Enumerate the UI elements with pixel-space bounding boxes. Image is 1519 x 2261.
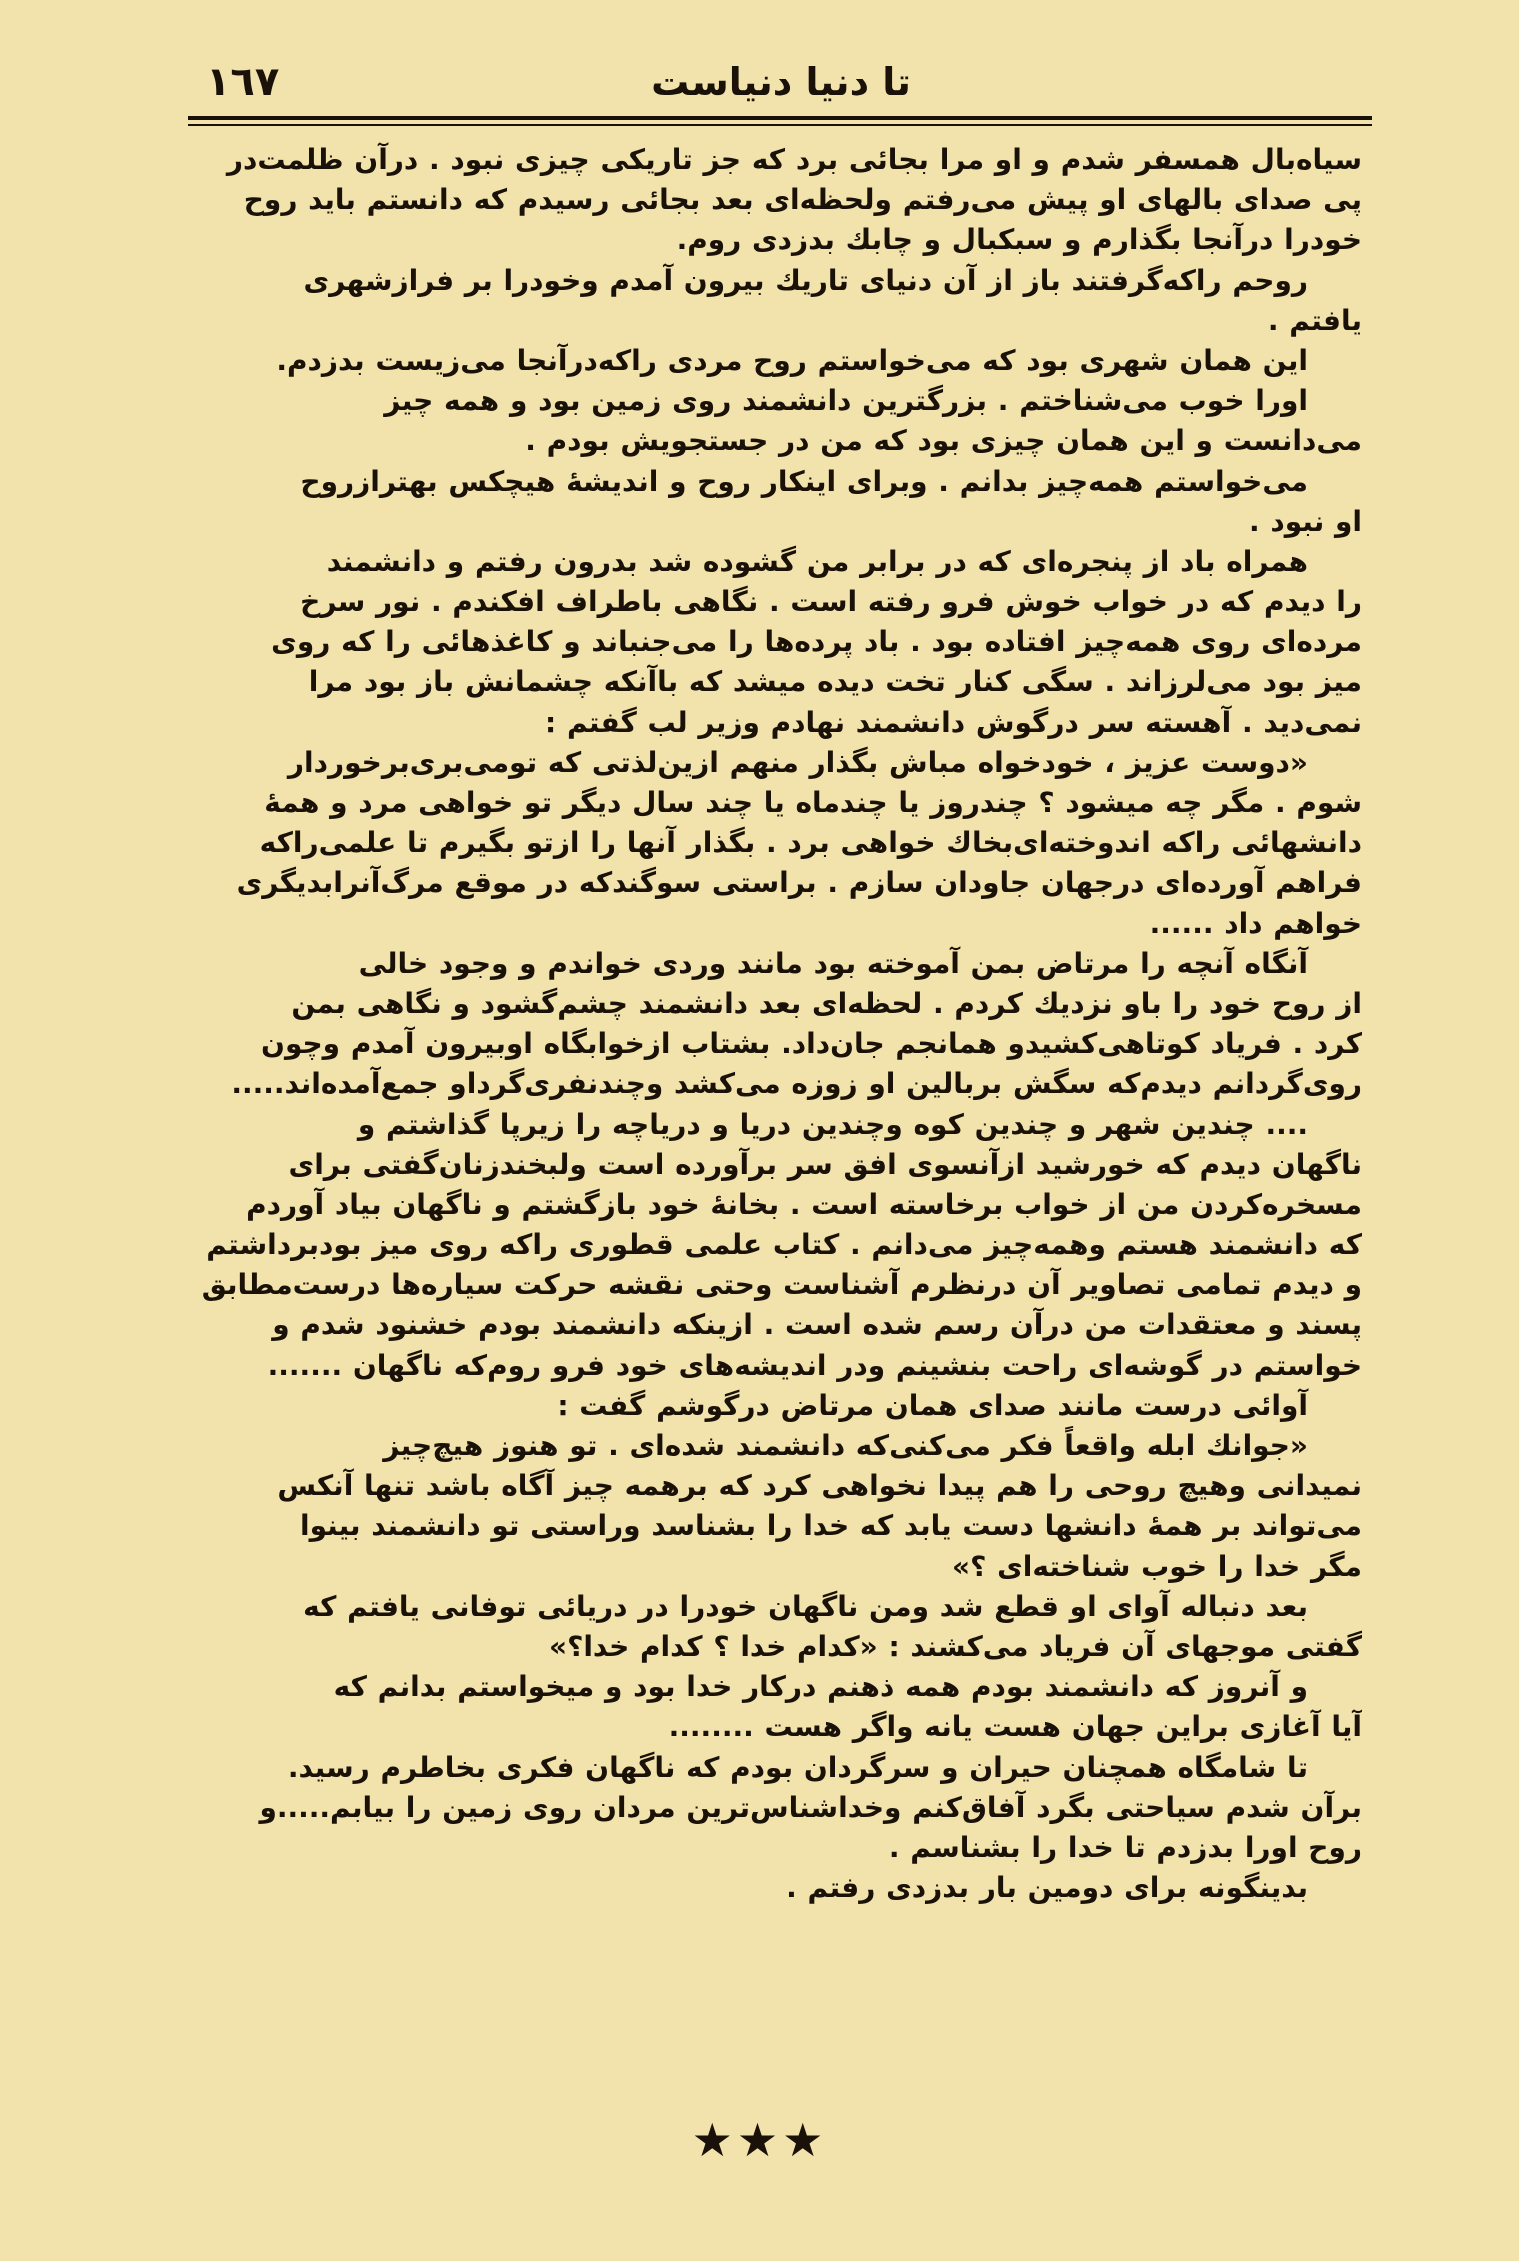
text-line: پی صدای بالهای او پیش می‌رفتم ولحظه‌ای بعد بجائی رسیدم که دانستم باید روح (243, 183, 1362, 217)
text-line: نمی‌دید . آهسته سر درگوش دانشمند نهادم وزیر لب گفتم : (545, 705, 1362, 739)
section-ornament: ★★★ (691, 2113, 828, 2167)
text-line: .... چندین شهر و چندین کوه وچندین دریا و دریاچه را زیرپا گذاشتم و (357, 1107, 1308, 1141)
page-number: ١٦٧ (206, 59, 280, 105)
text-line: خواهم داد ...... (1149, 906, 1362, 940)
text-line: ناگهان دیدم که خورشید ازآنسوی افق سر برآورده است ولبخندزنان‌گفتی برای (288, 1147, 1362, 1181)
text-line: آیا آغازی براین جهان هست یانه واگر هست ........ (668, 1710, 1362, 1744)
text-line: را دیدم که در خواب خوش فرو رفته است . نگاهی باطراف افکندم . نور سرخ (300, 585, 1362, 619)
body-text (192, 140, 1362, 1908)
text-line: تا شامگاه همچنان حیران و سرگردان بودم که ناگهان فکری بخاطرم رسید. (287, 1750, 1308, 1784)
text-line: بدینگونه برای دومین بار بدزدی رفتم . (786, 1871, 1308, 1905)
text-line: روح اورا بدزدم تا خدا را بشناسم . (888, 1830, 1362, 1864)
text-line: اورا خوب می‌شناختم . بزرگترین دانشمند روی زمین بود و همه چیز (384, 384, 1308, 418)
running-title: تا دنیا دنیاست (651, 60, 911, 104)
text-line: و دیدم تمامی تصاویر آن درنظرم آشناست وحتی نقشه حرکت سیاره‌ها درست‌مطابق (201, 1268, 1362, 1302)
text-line: نمیدانی وهیچ روحی را هم پیدا نخواهی کرد که برهمه چیز آگاه باشد تنها آنکس (277, 1469, 1362, 1503)
text-line: «دوست عزیز ، خودخواه مباش بگذار منهم ازین‌لذتی که تومی‌بری‌برخوردار (287, 745, 1308, 779)
text-line: این همان شهری بود که می‌خواستم روح مردی راکه‌درآنجا می‌زیست بدزدم. (276, 343, 1308, 377)
text-line: برآن شدم سیاحتی بگرد آفاق‌کنم وخداشناس‌ترین مردان روی زمین را بیابم.....و (259, 1790, 1362, 1824)
text-line: روحم راکه‌گرفتند باز از آن دنیای تاریك بیرون آمدم وخودرا بر فرازشهری (303, 263, 1308, 297)
text-line: آنگاه آنچه را مرتاض بمن آموخته بود مانند وردی خواندم و وجود خالی (358, 946, 1308, 980)
text-line: آوائی درست مانند صدای همان مرتاض درگوشم گفت : (557, 1388, 1308, 1422)
text-line: شوم . مگر چه میشود ؟ چندروز یا چندماه یا چند سال دیگر تو خواهی مرد و همهٔ (264, 786, 1362, 819)
text-line: کرد . فریاد کوتاهی‌کشیدو همانجم جان‌داد. بشتاب ازخوابگاه اوبیرون آمدم وچون (261, 1027, 1362, 1061)
page-header (192, 52, 1370, 112)
text-line: خواستم در گوشه‌ای راحت بنشینم ودر اندیشه‌های خود فرو روم‌که ناگهان ....... (267, 1348, 1362, 1382)
text-line: دانشهائی راکه اندوخته‌ای‌بخاك خواهی برد . بگذار آنها را ازتو بگیرم تا علمی‌راکه (259, 826, 1362, 860)
text-line: یافتم . (1267, 303, 1362, 337)
text-line: مگر خدا را خوب شناخته‌ای ؟» (952, 1549, 1362, 1583)
text-line: و آنروز که دانشمند بودم همه ذهنم درکار خدا بود و میخواستم بدانم که (333, 1670, 1308, 1704)
text-line: می‌تواند بر همهٔ دانشها دست یابد که خدا را بشناسد وراستی تو دانشمند بینوا (299, 1509, 1362, 1543)
header-rule-thin (188, 124, 1372, 126)
text-line: می‌دانست و این همان چیزی بود که من در جستجویش بودم . (525, 424, 1362, 458)
text-line: از روح خود را باو نزدیك کردم . لحظه‌ای بعد دانشمند چشم‌گشود و نگاهی بمن (291, 986, 1362, 1020)
text-line: او نبود . (1248, 504, 1362, 538)
text-line: گفتی موجهای آن فریاد می‌کشند : «کدام خدا ؟ کدام خدا؟» (548, 1629, 1362, 1663)
text-line: که دانشمند هستم وهمه‌چیز می‌دانم . کتاب علمی قطوری راکه روی میز بودبرداشتم (206, 1228, 1362, 1262)
text-line: میز بود می‌لرزاند . سگی کنار تخت دیده میشد که باآنکه چشمانش باز بود مرا (308, 665, 1362, 699)
text-line: «جوانك ابله واقعاً فکر می‌کنی‌که دانشمند شده‌ای . تو هنوز هیچ‌چیز (383, 1429, 1308, 1462)
text-line: خودرا درآنجا بگذارم و سبکبال و چابك بدزدی روم. (676, 223, 1362, 257)
text-line: می‌خواستم همه‌چیز بدانم . وبرای اینکار روح و اندیشهٔ هیچکس بهترازروح (300, 464, 1308, 498)
text-line: روی‌گردانم دیدم‌که سگش بربالین او زوزه می‌کشد وچندنفری‌گرداو جمع‌آمده‌اند..... (231, 1067, 1362, 1101)
text-line: فراهم آورده‌ای درجهان جاودان سازم . براستی سوگندکه در موقع مرگ‌آنرابدیگری (236, 866, 1362, 900)
text-line: پسند و معتقدات من درآن رسم شده است . ازینکه دانشمند بودم خشنود شدم و (272, 1308, 1362, 1342)
text-line: مرده‌ای روی همه‌چیز افتاده بود . باد پرده‌ها را می‌جنباند و کاغذهائی را که روی (271, 625, 1362, 659)
text-line: مسخره‌کردن من از خواب برخاسته است . بخانهٔ خود بازگشتم و ناگهان بیاد آوردم (246, 1187, 1362, 1221)
text-line: همراه باد از پنجره‌ای که در برابر من گشوده شد بدرون رفتم و دانشمند (326, 544, 1308, 578)
text-line: بعد دنباله آوای او قطع شد ومن ناگهان خودرا در دریائی توفانی یافتم که (303, 1589, 1308, 1623)
header-rule-thick (188, 116, 1372, 120)
text-line: سیاه‌بال همسفر شدم و او مرا بجائی برد که جز تاریکی چیزی نبود . درآن ظلمت‌در (226, 143, 1362, 176)
